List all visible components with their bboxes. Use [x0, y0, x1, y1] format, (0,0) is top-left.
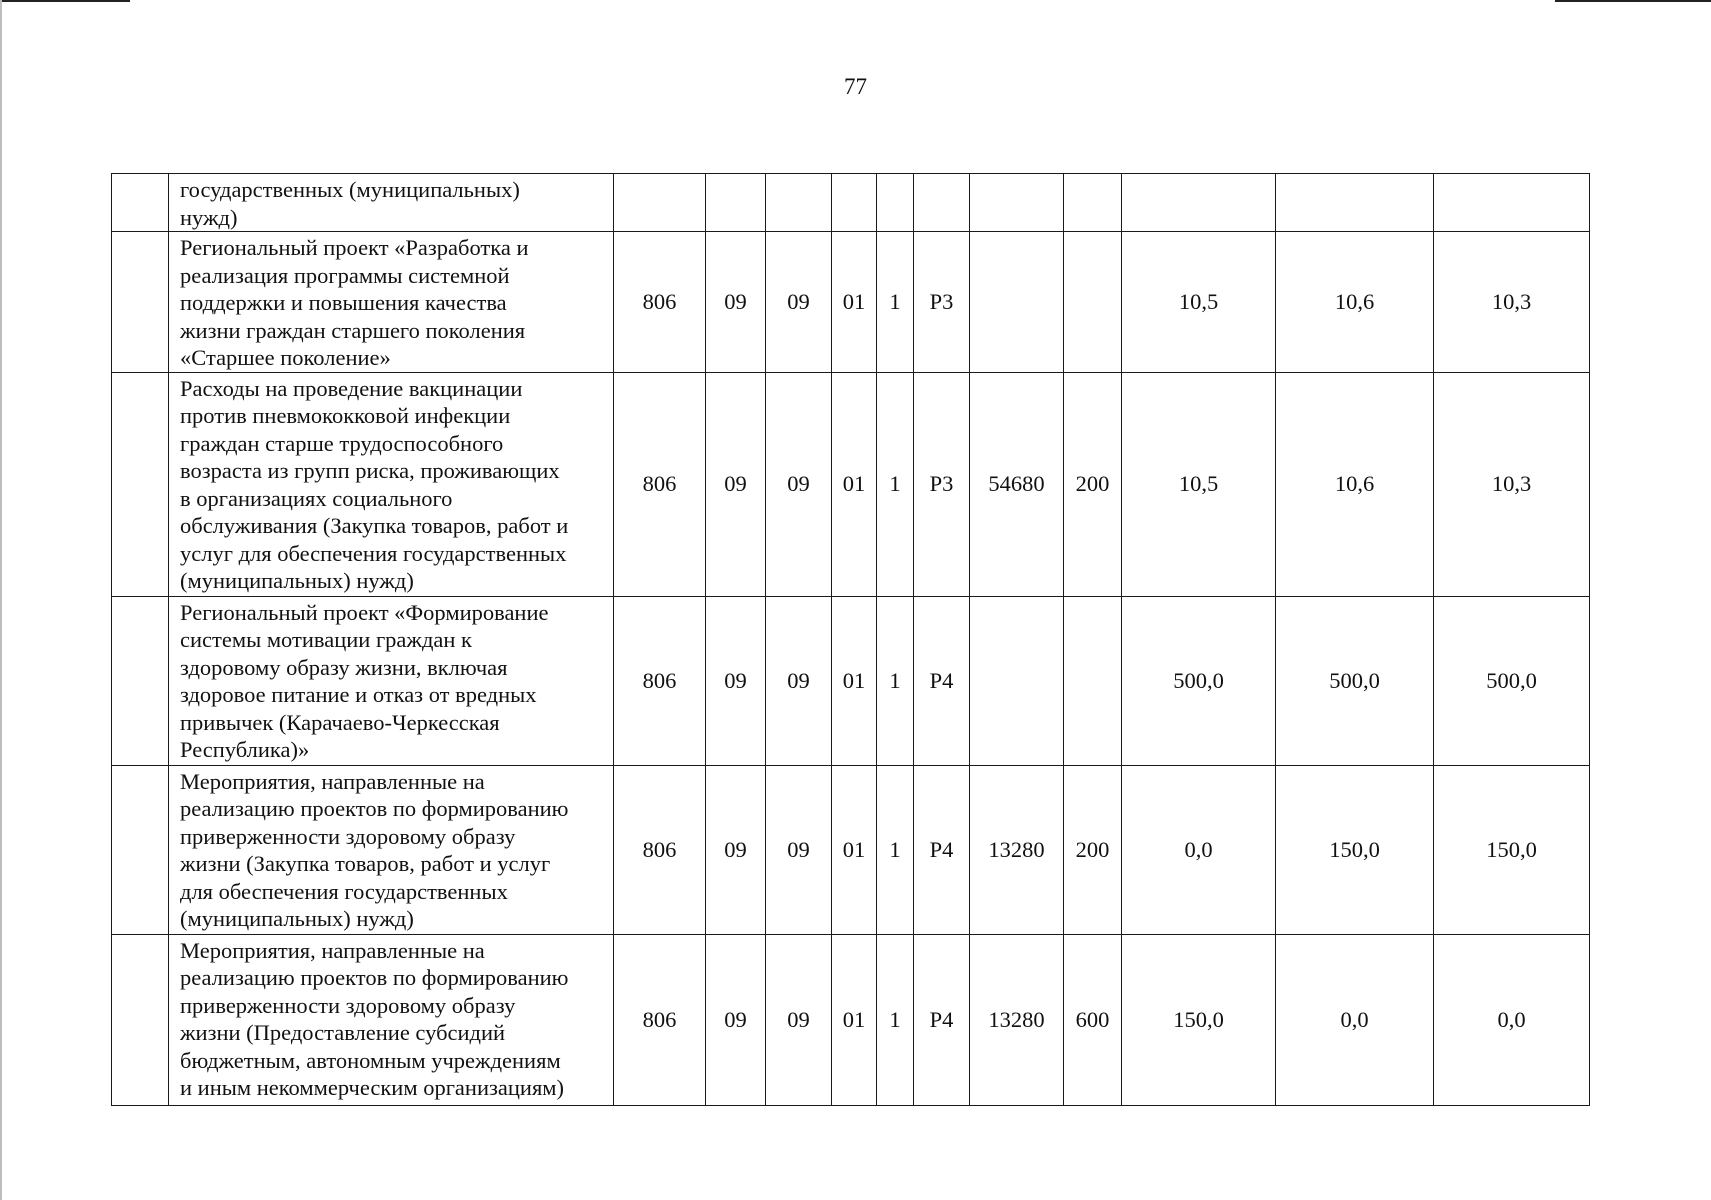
- budget-table: [111, 173, 1590, 1106]
- description-line: для обеспечения государственных: [180, 878, 508, 904]
- description-line: приверженности здоровому образу: [180, 992, 516, 1018]
- description-line: здоровому образу жизни, включая: [180, 654, 508, 680]
- cell-direction: 54680: [970, 372, 1064, 596]
- description-line: системы мотивации граждан к: [180, 627, 472, 652]
- cell-project: Р3: [914, 232, 970, 373]
- cell-subsection: [766, 174, 832, 232]
- cell-direction: [970, 232, 1064, 373]
- cell-direction: 13280: [970, 765, 1064, 934]
- table-row: [112, 174, 1590, 232]
- cell-amount-year-1: 500,0: [1122, 596, 1276, 765]
- description-line: государственных (муниципальных): [180, 177, 520, 202]
- description-line: против пневмококковой инфекции: [180, 403, 511, 428]
- cell-description: [169, 934, 614, 1105]
- cell-subprogram: 1: [877, 232, 914, 373]
- table-row: [112, 934, 1590, 1105]
- cell-direction: [970, 596, 1064, 765]
- cell-program: 01: [832, 232, 877, 373]
- cell-description: [169, 372, 614, 596]
- description-line: и иным некоммерческим организациям): [180, 1075, 565, 1100]
- cell-amount-year-3: 500,0: [1434, 596, 1590, 765]
- cell-section: 09: [706, 596, 766, 765]
- cell-row-number: [112, 174, 169, 232]
- description-line: услуг для обеспечения государственных: [180, 540, 567, 566]
- description-line: «Старшее поколение»: [180, 345, 391, 370]
- description-line: граждан старше трудоспособного: [180, 430, 504, 456]
- cell-subprogram: [877, 174, 914, 232]
- cell-row-number: [112, 232, 169, 373]
- cell-project: Р4: [914, 934, 970, 1105]
- cell-amount-year-2: 10,6: [1276, 232, 1434, 373]
- description-line: Мероприятия, направленные на: [180, 768, 485, 794]
- cell-amount-year-3: 150,0: [1434, 765, 1590, 934]
- description-line: поддержки и повышения качества: [180, 290, 507, 315]
- description-line: (муниципальных) нужд): [180, 906, 414, 931]
- table-body: [112, 174, 1590, 1106]
- cell-amount-year-2: 0,0: [1276, 934, 1434, 1105]
- cell-amount-year-3: 10,3: [1434, 232, 1590, 373]
- cell-expense-type: [1064, 174, 1122, 232]
- cell-subprogram: 1: [877, 372, 914, 596]
- cell-subprogram: 1: [877, 765, 914, 934]
- cell-expense-type: [1064, 232, 1122, 373]
- description-line: Региональный проект «Формирование: [180, 599, 549, 625]
- cell-amount-year-2: 150,0: [1276, 765, 1434, 934]
- description-line: здоровое питание и отказ от вредных: [180, 682, 537, 707]
- cell-section: 09: [706, 934, 766, 1105]
- scan-edge-mark: [1555, 0, 1711, 2]
- description-line: привычек (Карачаево-Черкесская: [180, 709, 500, 735]
- cell-amount-year-1: 10,5: [1122, 372, 1276, 596]
- cell-subsection: 09: [766, 372, 832, 596]
- cell-row-number: [112, 765, 169, 934]
- description-line: жизни (Закупка товаров, работ и услуг: [180, 851, 551, 876]
- cell-subprogram: 1: [877, 596, 914, 765]
- cell-program: 01: [832, 596, 877, 765]
- cell-amount-year-2: 500,0: [1276, 596, 1434, 765]
- page-number: 77: [844, 74, 867, 99]
- cell-section: 09: [706, 765, 766, 934]
- description-line: жизни (Предоставление субсидий: [180, 1020, 506, 1045]
- cell-subsection: 09: [766, 934, 832, 1105]
- cell-subsection: 09: [766, 765, 832, 934]
- cell-expense-type: [1064, 596, 1122, 765]
- description-line: приверженности здоровому образу: [180, 823, 516, 849]
- cell-amount-year-3: 0,0: [1434, 934, 1590, 1105]
- cell-program: 01: [832, 765, 877, 934]
- cell-project: [914, 174, 970, 232]
- cell-program: [832, 174, 877, 232]
- description-line: реализацию проектов по формированию: [180, 965, 569, 990]
- cell-expense-type: 200: [1064, 372, 1122, 596]
- cell-row-number: [112, 934, 169, 1105]
- description-line: жизни граждан старшего поколения: [180, 317, 526, 343]
- cell-amount-year-1: 150,0: [1122, 934, 1276, 1105]
- description-line: бюджетным, автономным учреждениям: [180, 1047, 561, 1073]
- cell-section: 09: [706, 232, 766, 373]
- cell-section: [706, 174, 766, 232]
- cell-amount-year-3: 10,3: [1434, 372, 1590, 596]
- cell-row-number: [112, 596, 169, 765]
- cell-description: [169, 174, 614, 232]
- cell-direction: 13280: [970, 934, 1064, 1105]
- description-line: возраста из групп риска, проживающих: [180, 458, 560, 483]
- cell-section: 09: [706, 372, 766, 596]
- cell-admin-code: 806: [614, 596, 706, 765]
- cell-admin-code: 806: [614, 232, 706, 373]
- cell-amount-year-1: 10,5: [1122, 232, 1276, 373]
- scan-edge-mark: [0, 0, 130, 2]
- cell-description: [169, 596, 614, 765]
- cell-amount-year-1: 0,0: [1122, 765, 1276, 934]
- cell-amount-year-2: [1276, 174, 1434, 232]
- cell-description: [169, 232, 614, 373]
- description-line: обслуживания (Закупка товаров, работ и: [180, 513, 569, 538]
- cell-admin-code: 806: [614, 934, 706, 1105]
- cell-program: 01: [832, 372, 877, 596]
- cell-row-number: [112, 372, 169, 596]
- description-line: (муниципальных) нужд): [180, 568, 414, 593]
- description-line: Региональный проект «Разработка и: [180, 235, 529, 260]
- cell-project: Р3: [914, 372, 970, 596]
- scan-edge-mark: [0, 0, 2, 1200]
- cell-direction: [970, 174, 1064, 232]
- cell-subsection: 09: [766, 596, 832, 765]
- cell-admin-code: [614, 174, 706, 232]
- cell-project: Р4: [914, 765, 970, 934]
- description-line: Республика)»: [180, 737, 310, 762]
- cell-admin-code: 806: [614, 372, 706, 596]
- description-line: в организациях социального: [180, 485, 453, 511]
- description-line: нужд): [180, 204, 238, 230]
- cell-amount-year-1: [1122, 174, 1276, 232]
- description-line: реализация программы системной: [180, 262, 510, 288]
- table-row: [112, 232, 1590, 373]
- cell-expense-type: 600: [1064, 934, 1122, 1105]
- table-row: [112, 765, 1590, 934]
- table-row: [112, 596, 1590, 765]
- cell-amount-year-2: 10,6: [1276, 372, 1434, 596]
- cell-admin-code: 806: [614, 765, 706, 934]
- cell-amount-year-3: [1434, 174, 1590, 232]
- description-line: реализацию проектов по формированию: [180, 796, 569, 821]
- cell-project: Р4: [914, 596, 970, 765]
- description-line: Мероприятия, направленные на: [180, 937, 485, 963]
- cell-expense-type: 200: [1064, 765, 1122, 934]
- cell-program: 01: [832, 934, 877, 1105]
- cell-subprogram: 1: [877, 934, 914, 1105]
- description-line: Расходы на проведение вакцинации: [180, 375, 523, 401]
- cell-description: [169, 765, 614, 934]
- table-row: [112, 372, 1590, 596]
- cell-subsection: 09: [766, 232, 832, 373]
